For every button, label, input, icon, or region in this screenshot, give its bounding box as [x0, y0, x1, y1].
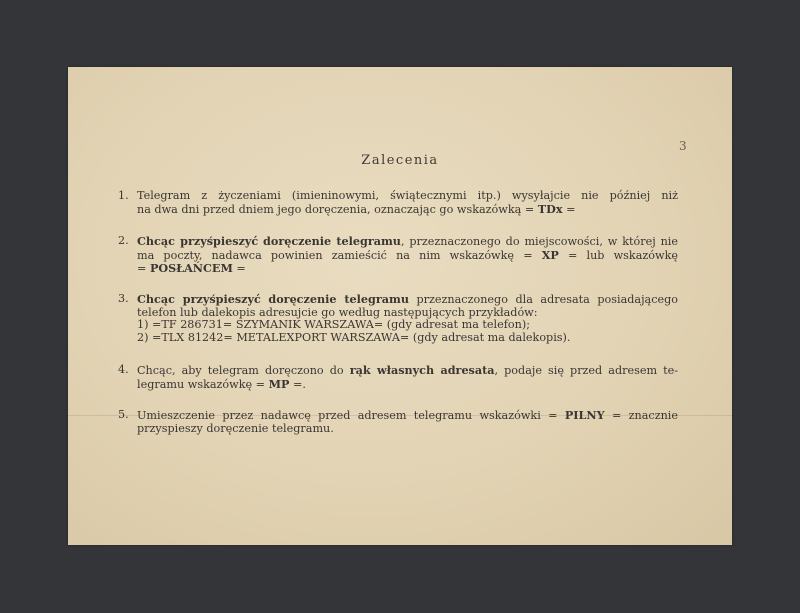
- item-line: ma poczty, nadawca powinien zamieścić na nim wskazówkę = XP = lub wskazówkę: [137, 247, 678, 262]
- recommendation-item-2: [118, 235, 678, 276]
- item-line: na dwa dni przed dniem jego doręczenia, oznaczając go wskazówką = TDx =: [137, 201, 576, 216]
- document-page: [68, 67, 732, 545]
- item-number: 4.: [118, 363, 129, 376]
- code-tdx: TDx: [537, 201, 563, 216]
- recommendation-item-1: [118, 190, 678, 216]
- item-number: 5.: [118, 408, 129, 421]
- recommendation-item-3: [118, 293, 678, 344]
- item-line: Chcąc przyśpieszyć doręczenie telegramu, przeznaczonego do miejscowości, w której nie: [137, 234, 678, 248]
- item-number: 2.: [118, 234, 129, 247]
- item-number: 3.: [118, 292, 129, 305]
- code-mp: MP: [268, 376, 290, 391]
- code-xp: XP: [541, 247, 559, 262]
- item-example-phone: 1) =TF 286731= SZYMANIK WARSZAWA= (gdy adresat ma telefon);: [137, 318, 530, 331]
- item-line: Umieszczenie przez nadawcę przed adresem telegramu wskazówki = PILNY = znacznie: [137, 408, 678, 422]
- item-line: = POSŁAŃCEM =: [137, 261, 246, 275]
- item-example-telex: 2) =TLX 81242= METALEXPORT WARSZAWA= (gdy adresat ma dalekopis).: [137, 330, 571, 344]
- item-line: Chcąc, aby telegram doręczono do rąk własnych adresata, podaje się przed adresem te-: [137, 363, 679, 377]
- item-line: legramu wskazówkę = MP =.: [137, 376, 306, 391]
- item-line: przyspieszy doręczenie telegramu.: [137, 421, 334, 435]
- code-poslancem: POSŁAŃCEM: [149, 261, 233, 275]
- item-line: Chcąc przyśpieszyć doręczenie telegramu przeznaczonego dla adresata posiadającego: [137, 292, 678, 306]
- page-number-mark: 3: [679, 139, 687, 153]
- item-line: Telegram z życzeniami (imieninowymi, świątecznymi itp.) wysyłajcie nie później niż: [137, 189, 678, 202]
- recommendation-item-5: [118, 409, 678, 435]
- document-title: Zalecenia: [361, 153, 439, 168]
- recommendation-item-4: [118, 364, 678, 391]
- code-pilny: PILNY: [564, 408, 605, 422]
- item-number: 1.: [118, 189, 129, 202]
- item-line: telefon lub dalekopis adresujcie go według następujących przykładów:: [137, 305, 538, 319]
